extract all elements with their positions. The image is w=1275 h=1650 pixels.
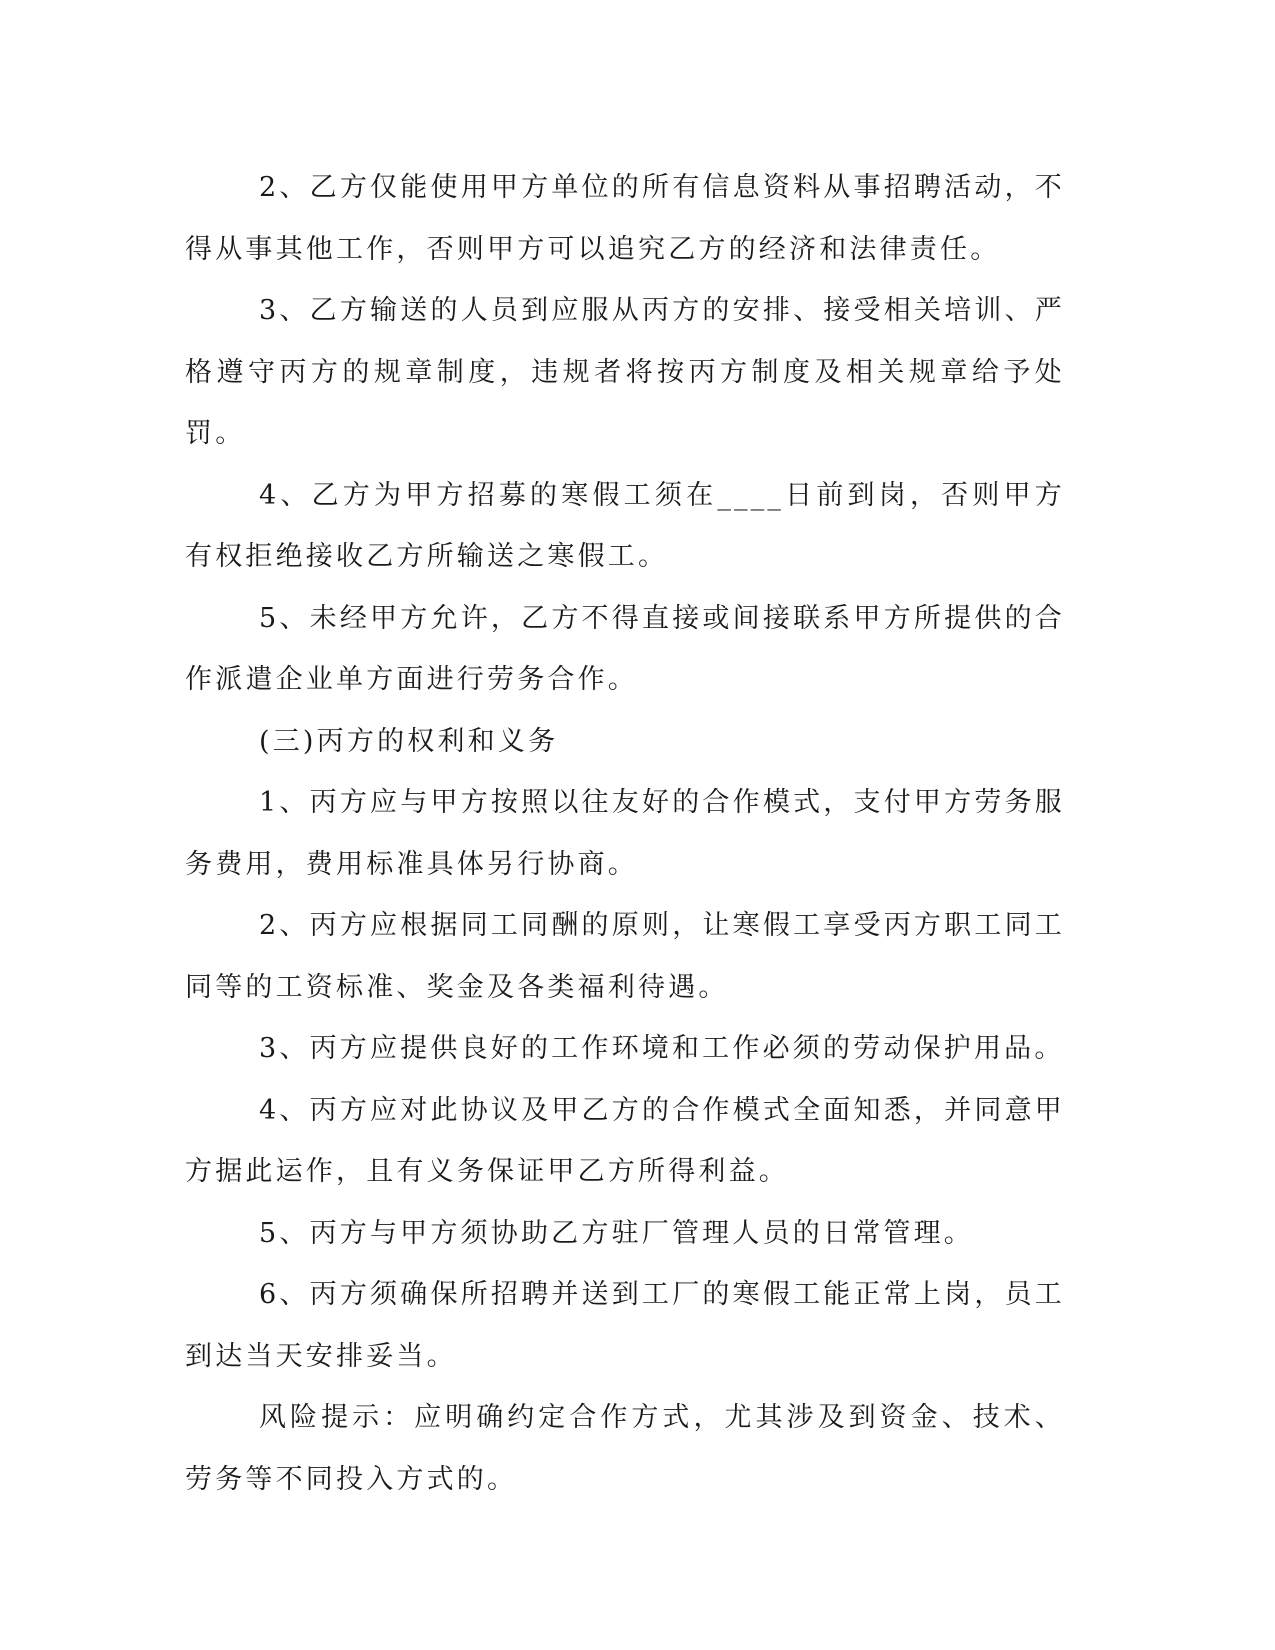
clause-c-1: 1、丙方应与甲方按照以往友好的合作模式，支付甲方劳务服务费用，费用标准具体另行协商。: [185, 787, 1065, 880]
document-body: [185, 157, 1065, 1510]
clause-b-3: 3、乙方输送的人员到应服从丙方的安排、接受相关培训、严格遵守丙方的规章制度，违规者将按丙方制度及相关规章给予处罚。: [185, 295, 1065, 449]
clause-c-2: 2、丙方应根据同工同酬的原则，让寒假工享受丙方职工同工同等的工资标准、奖金及各类福利待遇。: [185, 910, 1065, 1003]
clause-c-3: 3、丙方应提供良好的工作环境和工作必须的劳动保护用品。: [259, 1033, 1065, 1064]
clause-b-5: 5、未经甲方允许，乙方不得直接或间接联系甲方所提供的合作派遣企业单方面进行劳务合作。: [185, 602, 1065, 695]
clause-c-4: 4、丙方应对此协议及甲乙方的合作模式全面知悉，并同意甲方据此运作，且有义务保证甲乙方所得利益。: [185, 1094, 1065, 1187]
risk-notice: 风险提示：应明确约定合作方式，尤其涉及到资金、技术、劳务等不同投入方式的。: [185, 1402, 1065, 1495]
clause-c-5: 5、丙方与甲方须协助乙方驻厂管理人员的日常管理。: [259, 1217, 974, 1249]
section-heading-3: (三)丙方的权利和义务: [259, 725, 559, 757]
clause-b-4: 4、乙方为甲方招募的寒假工须在____日前到岗，否则甲方有权拒绝接收乙方所输送之寒假工。: [185, 479, 1065, 572]
clause-c-6: 6、丙方须确保所招聘并送到工厂的寒假工能正常上岗，员工到达当天安排妥当。: [185, 1279, 1065, 1372]
clause-b-2: 2、乙方仅能使用甲方单位的所有信息资料从事招聘活动，不得从事其他工作，否则甲方可以追究乙方的经济和法律责任。: [185, 172, 1065, 265]
